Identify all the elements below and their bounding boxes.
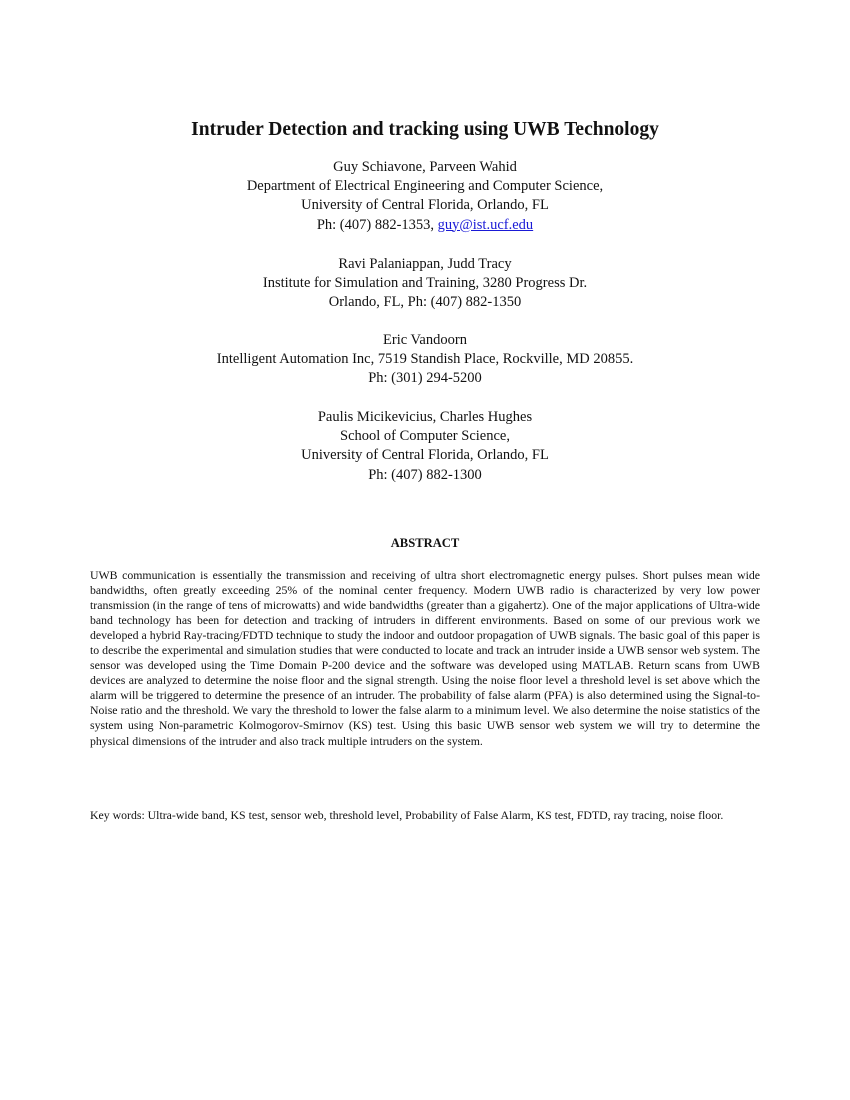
paper-title: Intruder Detection and tracking using UWB Technology: [191, 119, 659, 140]
author-names: Guy Schiavone, Parveen Wahid: [333, 159, 517, 175]
author-names: Eric Vandoorn: [383, 332, 467, 348]
affiliation-line: Institute for Simulation and Training, 3280 Progress Dr.: [262, 275, 588, 292]
contact-line: [0, 216, 850, 235]
affiliation-line: Intelligent Automation Inc, 7519 Standish Place, Rockville, MD 20855.: [216, 351, 634, 368]
author-group-4: [0, 408, 850, 485]
abstract-heading: ABSTRACT: [390, 536, 460, 550]
author-names: Ravi Palaniappan, Judd Tracy: [338, 256, 512, 272]
affiliation-line: Department of Electrical Engineering and Computer Science,: [246, 178, 604, 195]
phone-text: Ph: (407) 882-1353,: [316, 216, 438, 233]
affiliation-line: Ph: (301) 294-5200: [368, 370, 482, 387]
email-link[interactable]: guy@ist.ucf.edu: [437, 216, 534, 233]
affiliation-line: Ph: (407) 882-1300: [368, 466, 482, 483]
author-group-2: [0, 255, 850, 313]
keywords: Key words: Ultra-wide band, KS test, sensor web, threshold level, Probability of False Alarm, KS test, FDTD, ray tracing, noise floor.: [90, 808, 724, 822]
affiliation-line: University of Central Florida, Orlando, FL: [301, 197, 549, 214]
affiliation-line: Orlando, FL, Ph: (407) 882-1350: [328, 294, 522, 311]
affiliation-line: School of Computer Science,: [340, 428, 510, 445]
author-names: Paulis Micikevicius, Charles Hughes: [317, 409, 533, 425]
author-group-1: [0, 158, 850, 235]
affiliation-line: University of Central Florida, Orlando, FL: [301, 447, 549, 464]
abstract-body: UWB communication is essentially the transmission and receiving of ultra short electromagnetic energy pulses. Short pulses mean wide bandwidths, often greatly exceeding 25% of the nominal center frequency. Modern UWB radio is characterized by very low power transmission (in the range of tens of microwatts) and wide bandwidths (greater than a gigahertz). One of the major applications of Ultra-wide band technology has been for detection and tracking of intruders in different environments. Based on some of our previous work we developed a hybrid Ray-tracing/FDTD technique to study the indoor and outdoor propagation of UWB signals. The basic goal of this paper is to describe the experimental and simulation studies that were conducted to locate and track an intruder inside a UWB sensor web system. The sensor was developed using the Time Domain P-200 device and the software was developed using MATLAB. Return scans from UWB devices are analyzed to determine the noise floor and the signal strength. Using the noise floor level a threshold level is set above which the alarm will be triggered to determine the presence of an intruder. The probability of false alarm (PFA) is also determined using the Signal-to-Noise ratio and the threshold. We vary the threshold to lower the false alarm to a minimum level. We also determine the noise statistics of the system using Non-parametric Kolmogorov-Smirnov (KS) test. Using this basic UWB sensor web system we will try to determine the physical dimensions of the intruder and also track multiple intruders on the system.: [90, 568, 760, 748]
author-group-3: [0, 331, 850, 389]
